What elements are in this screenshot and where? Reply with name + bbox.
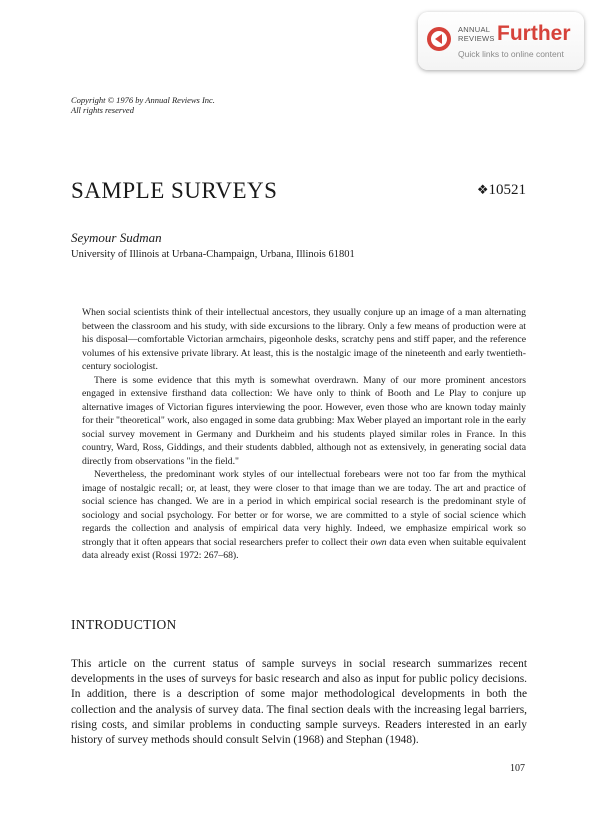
article-title: SAMPLE SURVEYS	[71, 178, 278, 203]
annual-reviews-line2: REVIEWS	[458, 34, 495, 43]
further-logo-icon	[426, 26, 452, 52]
section-heading-introduction: INTRODUCTION	[71, 617, 177, 632]
abstract-text: data even when suitable equivalent data already exist (Rossi 1972: 267–68).	[82, 536, 527, 561]
annual-reviews-line1: ANNUAL	[458, 25, 491, 34]
abstract	[82, 306, 526, 563]
rights-line: All rights reserved	[71, 104, 134, 115]
further-quick-links-badge[interactable]	[418, 12, 584, 70]
author-name: Seymour Sudman	[71, 230, 162, 245]
further-subtitle: Quick links to online content	[458, 49, 564, 59]
copyright-notice	[71, 96, 215, 115]
annual-reviews-wordmark	[458, 25, 498, 43]
author-affiliation: University of Illinois at Urbana-Champaign, Urbana, Illinois 61801	[71, 249, 355, 260]
further-brand: Further	[497, 22, 571, 45]
article-code	[477, 182, 526, 199]
article-code-number: 10521	[488, 182, 526, 198]
abstract-paragraph	[82, 468, 526, 563]
abstract-paragraph: There is some evidence that this myth is somewhat overdrawn. Many of our more prominent ancestors engaged in extensive firsthand data collection: We have only to think of Booth and Le Play to conjure up alternative images of Victorian figures interviewing the poor. However, even those who are known today mainly for their "theoretical" work, also engaged in some data grubbing: Max Weber played an important role in the early social survey movement in Germany and Durkheim and his students played similar roles in France. In this country, Ward, Ross, Giddings, and their students dabbled, although not as extensively, in generating social data directly from observations "in the field."	[82, 374, 526, 467]
introduction-paragraph: This article on the current status of sample surveys in social research summarizes recent developments in the uses of surveys for basic research and also as input for public policy decisions. In addition, there is a description of some major methodological developments in both the collection and the analysis of survey data. The final section deals with the increasing legal barriers, rising costs, and similar problems in conducting sample surveys. Readers interested in an early history of survey methods should consult Selvin (1968) and Stephan (1948).	[71, 658, 527, 747]
abstract-text: Nevertheless, the predominant work styles of our intellectual forebears were not too far from the mythical image of nostalgic recall; or, at least, they were closer to that image than we are today. The art and practice of social science has changed. We are in a period in which empirical social research is the predominant style of sociology and social psychology. For better or for worse, we are committed to a style of social science which regards the collection and analysis of empirical data very highly. Indeed, we emphasize empirical work so strongly that it often appears that social researchers prefer to collect their	[82, 469, 526, 548]
page-number: 107	[510, 763, 525, 774]
copyright-line: Copyright © 1976 by Annual Reviews Inc.	[71, 95, 215, 105]
abstract-emphasis: own	[370, 536, 387, 548]
abstract-paragraph: When social scientists think of their intellectual ancestors, they usually conjure up an image of a man alternating between the classroom and his study, with side excursions to the library. Only a few means of production were at his disposal—comfortable Victorian armchairs, pigeonhole desks, scratchy pens and stiff paper, and the reference volumes of his extensive private library. At least, this is the nostalgic image of the nineteenth and early twentieth-century sociologist.	[82, 307, 526, 372]
diamond-icon: ❖	[476, 182, 489, 197]
